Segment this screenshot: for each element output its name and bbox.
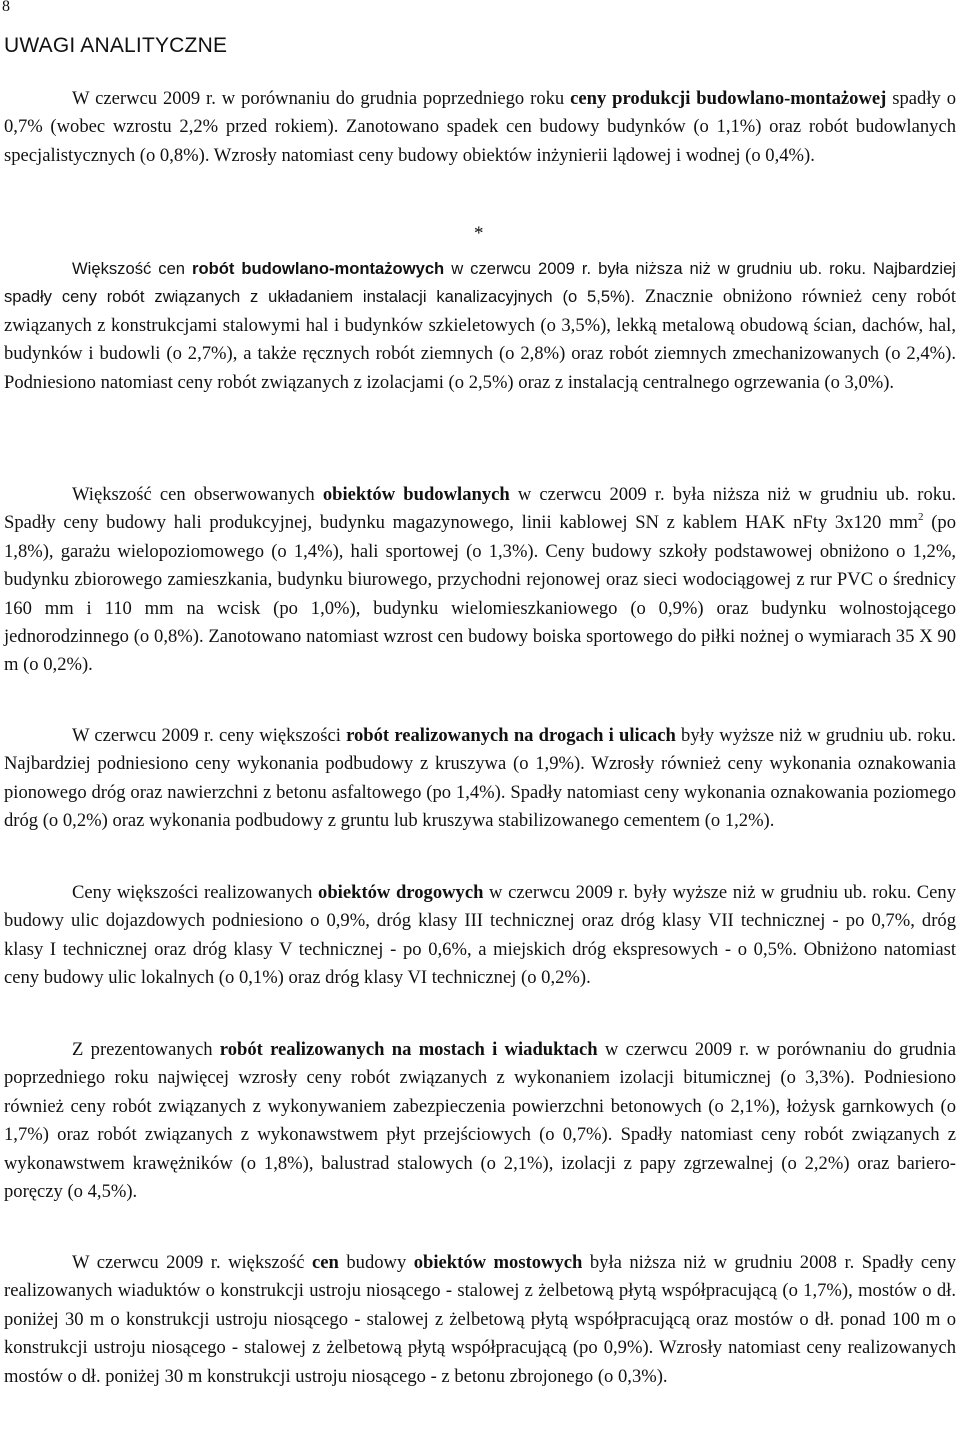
bold-text: robót budowlano-montażowych: [192, 259, 445, 278]
paragraph-road-objects: [4, 879, 956, 993]
bold-text: ceny produkcji budowlano-montażowej: [570, 88, 887, 109]
paragraph-part: (po 1,8%), garażu wielopoziomowego (o 1,4%), hali sportowej (o 1,3%). Ceny budowy szkoły podstawowej obniżono o 1,2%, budynku zbiorowego zamieszkania, budynku biurowego, przychodni rejonowej oraz sieci wodociągowej z rur PVC o średnicy 160 mm i 110 mm na wcisk (po 1,0%), budynku wielomieszkaniowego (o 0,9%) oraz budynku wolnostojącego jednorodzinnego (o 0,8%). Zanotowano natomiast wzrost cen budowy boiska sportowego do piłki nożnej o wymiarach 35 X 90 m (o 0,2%).: [4, 512, 956, 676]
text-run: W czerwcu 2009 r. ceny większości: [72, 725, 347, 746]
page-number: 8: [2, 0, 10, 15]
text-run: Większość cen obserwowanych: [72, 484, 323, 505]
text-run: Większość cen: [72, 259, 193, 278]
paragraph-text: [4, 481, 956, 680]
bold-text: cen: [312, 1252, 339, 1273]
text-run: w czerwcu 2009 r. w porównaniu do grudnia poprzedniego roku najwięcej wzrosły ceny robót związanych z wykonaniem izolacji bitumicznej (o 3,3%). Podniesiono również ceny robót związanych z wykonywaniem zabezpieczenia powierzchni betonowych (o 2,1%), łożysk garnkowych (o 1,7%) oraz robót związanych z wykonawstwem płyt przejściowych (o 0,7%). Spadły natomiast ceny robót związanych z wykonawstwem krawężników (o 1,8%), balustrad stalowych (o 2,1%), izolacji z papy zgrzewalnej (o 2,2%) oraz bariero-poręczy (o 4,5%).: [4, 1039, 956, 1203]
paragraph-text: [4, 1036, 956, 1206]
text-run: była niższa niż w grudniu 2008 r. Spadły ceny realizowanych wiaduktów o konstrukcji ustroju niosącego - stalowej z żelbetową płytą współpracującą (o 1,7%), mostów o dł. poniżej 30 m o konstrukcji ustroju niosącego - stalowej z żelbetową płytą współpracującą oraz mostów o dł. ponad 100 m o konstrukcji ustroju niosącego - stalowej z żelbetową płytą współpracującą (po 0,9%). Wzrosły natomiast ceny realizowanych mostów o dł. poniżej 30 m konstrukcji ustroju niosącego - z betonu zbrojonego (o 0,3%).: [4, 1252, 956, 1387]
paragraph-construction-works: [4, 255, 956, 397]
bold-text: obiektów budowlanych: [322, 484, 510, 505]
bold-text: robót realizowanych na drogach i ulicach: [346, 725, 676, 746]
text-run: spadły o 0,7% (wobec wzrostu 2,2% przed rokiem). Zanotowano spadek cen budowy budynków (o 1,1%) oraz robót budowlanych specjalistycznych (o 0,8%). Wzrosły natomiast ceny budowy obiektów inżynierii lądowej i wodnej (o 0,4%).: [4, 88, 957, 166]
section-separator: *: [474, 223, 484, 244]
bold-text: obiektów mostowych: [413, 1252, 583, 1273]
paragraph-text: [4, 255, 956, 397]
paragraph-text: [4, 879, 956, 993]
paragraph-bridge-works: [4, 1036, 956, 1206]
paragraph-text: [4, 1249, 956, 1391]
paragraph-part: [4, 484, 956, 533]
bold-text: obiektów drogowych: [318, 882, 484, 903]
paragraph-text: [4, 85, 956, 170]
text-run: w czerwcu 2009 r. była niższa niż w grudniu ub. roku. Najbardziej spadły ceny robót związanych z układaniem instalacji kanalizacyjnych (o 5,5%).: [4, 259, 956, 307]
paragraph-bridge-objects: [4, 1249, 956, 1391]
paragraph-text: [4, 722, 956, 836]
text-run: W czerwcu 2009 r. w porównaniu do grudnia poprzedniego roku: [72, 88, 571, 109]
text-run: w czerwcu 2009 r. była niższa niż w grudniu ub. roku. Spadły ceny budowy hali produkcyjnej, budynku magazynowego, linii kablowej SN z kablem HAK nFty 3x120 mm: [4, 484, 957, 534]
text-run: W czerwcu 2009 r. większość: [72, 1252, 312, 1273]
section-heading: UWAGI ANALITYCZNE: [4, 34, 228, 57]
superscript: 2: [918, 511, 924, 524]
paragraph-production-prices: [4, 85, 956, 170]
text-run: Ceny większości realizowanych: [72, 882, 319, 903]
text-run: budowy: [338, 1252, 414, 1273]
paragraph-road-works: [4, 722, 956, 836]
text-run: były wyższe niż w grudniu ub. roku. Najbardziej podniesiono ceny wykonania podbudowy z kruszywa (o 1,9%). Wzrosły również ceny wykonania oznakowania pionowego dróg oraz nawierzchni z betonu asfaltowego (po 1,4%). Spadły natomiast ceny wykonania oznakowania poziomego dróg (o 0,2%) oraz wykonania podbudowy z gruntu lub kruszywa stabilizowanego cementem (o 1,2%).: [4, 725, 957, 832]
text-run: Z prezentowanych: [72, 1039, 220, 1060]
text-run: w czerwcu 2009 r. były wyższe niż w grudniu ub. roku. Ceny budowy ulic dojazdowych podniesiono o 0,9%, dróg klasy III technicznej oraz dróg klasy VII technicznej - po 0,7%, dróg klasy I technicznej oraz dróg klasy V technicznej - po 0,6%, a miejskich dróg ekspresowych - o 0,5%. Obniżono natomiast ceny budowy ulic lokalnych (o 0,1%) oraz dróg klasy VI technicznej (o 0,2%).: [4, 882, 956, 989]
paragraph-building-objects: [4, 481, 956, 680]
paragraph-part: Znacznie obniżono również ceny robót związanych z konstrukcjami stalowymi hal i budynków szkieletowych (o 3,5%), lekką metalową obudową ścian, dachów, hal, budynków i budowli (o 2,7%), a także ręcznych robót ziemnych (o 2,8%) oraz robót ziemnych zmechanizowanych (o 2,4%). Podniesiono natomiast ceny robót związanych z izolacjami (o 2,5%) oraz z instalacją centralnego ogrzewania (o 3,0%).: [4, 286, 956, 393]
bold-text: robót realizowanych na mostach i wiaduktach: [219, 1039, 598, 1060]
